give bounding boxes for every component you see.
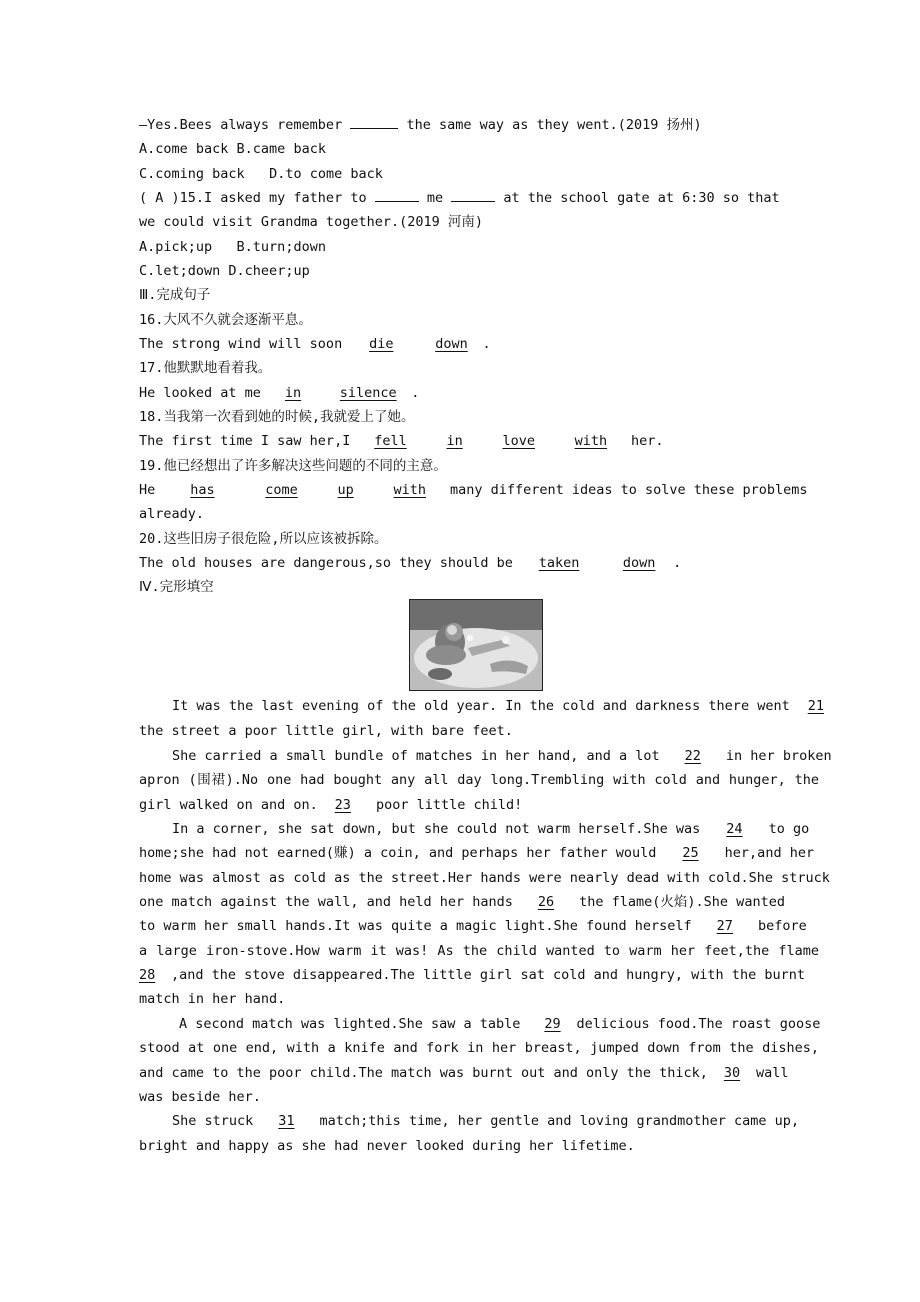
p4-line3: and came to the poor child.The match was burnt out and only the thick, 30 wall (139, 1061, 819, 1085)
p3-line2: home;she had not earned(赚) a coin, and perhaps her father would 25 her,and her (139, 841, 819, 865)
p3-line1: In a corner, she sat down, but she could not warm herself.She was 24 to go (172, 817, 817, 841)
q19-answer-1: has (190, 482, 215, 498)
blank-27: 27 (716, 918, 733, 934)
q18-answer-1: fell (374, 433, 407, 449)
q19-english: He has come up with many different ideas to solve these problems (139, 478, 819, 502)
p3-line3: home was almost as cold as the street.Her hands were nearly dead with cold.She struck (139, 870, 830, 886)
section-3-title: Ⅲ.完成句子 (139, 287, 211, 303)
p4-line4: was beside her. (139, 1089, 261, 1105)
q18-answer-4: with (574, 433, 608, 449)
section-4-title: Ⅳ.完形填空 (139, 579, 214, 595)
p3-line6: a large iron-stove.How warm it was! As the child wanted to warm her feet,the flame (139, 943, 819, 959)
q16-answer-1: die (369, 336, 394, 352)
q15-blank-1 (375, 187, 419, 202)
blank-30: 30 (723, 1065, 741, 1081)
q18-answer-2: in (446, 433, 463, 449)
illustration-little-match-girl-icon (409, 599, 543, 691)
q20-chinese: 20.这些旧房子很危险,所以应该被拆除。 (139, 531, 388, 547)
blank-21: 21 (807, 698, 824, 714)
p3-line5: to warm her small hands.It was quite a magic light.She found herself 27 before (139, 914, 819, 938)
q19-answer-2: come (265, 482, 298, 498)
q19-answer-4: with (393, 482, 427, 498)
p1-line2: the street a poor little girl, with bare feet. (139, 723, 513, 739)
q16-answer-2: down (435, 336, 468, 352)
p5-line2: bright and happy as she had never looked during her lifetime. (139, 1138, 635, 1154)
p2-line1: She carried a small bundle of matches in her hand, and a lot 22 in her broken (172, 744, 817, 768)
match-girl-illustration (410, 600, 542, 690)
blank-24: 24 (726, 821, 743, 837)
p3-line8: match in her hand. (139, 991, 286, 1007)
q16-chinese: 16.大风不久就会逐渐平息。 (139, 312, 312, 328)
q19-answer-3: up (337, 482, 354, 498)
q15-stem-line2: we could visit Grandma together.(2019 河南) (139, 214, 483, 230)
p5-line1: She struck 31 match;this time, her gentle and loving grandmother came up, (172, 1109, 817, 1133)
p3-line4: one match against the wall, and held her hands 26 the flame(火焰).She wanted (139, 890, 819, 914)
q18-answer-3: love (502, 433, 535, 449)
q17-english: He looked at me in silence . (139, 381, 819, 405)
p4-line2: stood at one end, with a knife and fork in her breast, jumped down from the dishes, (139, 1040, 819, 1056)
q19-chinese: 19.他已经想出了许多解决这些问题的不同的主意。 (139, 458, 447, 474)
q17-answer-2: silence (339, 385, 397, 401)
q16-english: The strong wind will soon die down . (139, 332, 819, 356)
blank-29: 29 (544, 1016, 561, 1032)
q15-options-ab: A.pick;up B.turn;down (139, 239, 326, 255)
q17-answer-1: in (284, 385, 302, 401)
q15-blank-2 (451, 187, 495, 202)
q14-stem: —Yes.Bees always remember the same way as they went.(2019 扬州) (139, 113, 819, 137)
p2-line2: apron (围裙).No one had bought any all day long.Trembling with cold and hunger, the (139, 772, 819, 788)
blank-25: 25 (682, 845, 699, 861)
blank-22: 22 (684, 748, 701, 764)
blank-23: 23 (334, 797, 351, 813)
q19-english-line2: already. (139, 506, 205, 522)
q15-options-cd: C.let;down D.cheer;up (139, 263, 310, 279)
q14-options-ab: A.come back B.came back (139, 141, 326, 157)
blank-26: 26 (537, 894, 555, 910)
p4-line1: A second match was lighted.She saw a table 29 delicious food.The roast goose (179, 1012, 819, 1036)
q17-chinese: 17.他默默地看着我。 (139, 360, 272, 376)
p1-line1: It was the last evening of the old year. In the cold and darkness there went 21 (172, 694, 817, 718)
q15-stem: ( A )15.I asked my father to me at the school gate at 6:30 so that (139, 186, 819, 210)
p3-line7: 28 ,and the stove disappeared.The little girl sat cold and hungry, with the burnt (139, 963, 819, 987)
blank-28: 28 (139, 967, 156, 983)
q14-blank (350, 114, 398, 129)
q20-english: The old houses are dangerous,so they should be taken down . (139, 551, 819, 575)
q18-chinese: 18.当我第一次看到她的时候,我就爱上了她。 (139, 409, 415, 425)
q20-answer-1: taken (538, 555, 580, 571)
blank-31: 31 (278, 1113, 295, 1129)
p2-line3: girl walked on and on. 23 poor little child! (139, 793, 819, 817)
q14-options-cd: C.coming back D.to come back (139, 166, 383, 182)
q18-english: The first time I saw her,I fell in love with her. (139, 429, 819, 453)
q20-answer-2: down (622, 555, 656, 571)
